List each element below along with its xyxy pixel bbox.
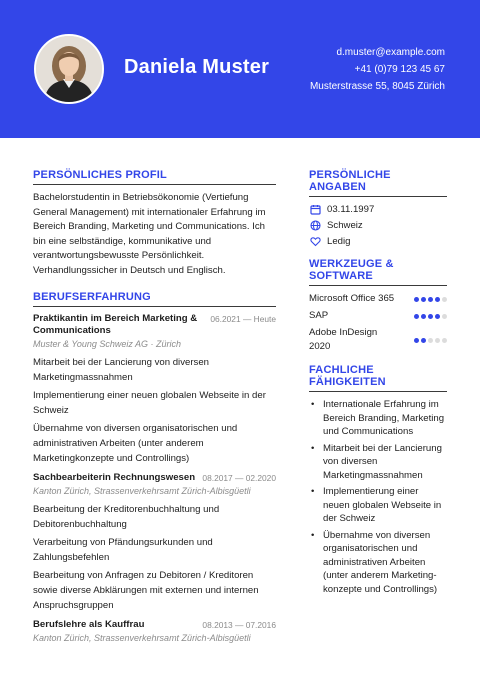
nationality-value: Schweiz: [327, 220, 363, 231]
list-item: [309, 485, 447, 526]
main-column: [33, 169, 276, 650]
personal-heading: PERSÖNLICHE ANGABEN: [309, 169, 447, 197]
job-company: Kanton Zürich, Strassenverkehrsamt Zürich-Albisgüetli: [33, 633, 251, 643]
job-task: Verarbeitung von Pfändungsurkunden und Zahlungsbefehlen: [33, 537, 213, 563]
skill-text: Internationale Erfahrung im Bereich Branding, Marketing und Communications: [323, 399, 445, 437]
skill-level-dots: [414, 338, 447, 343]
skill-level-dots: [414, 297, 447, 302]
bullet-icon: •: [311, 399, 315, 410]
job-task: Mitarbeit bei der Lancierung von diversen Marketingmassnahmen: [33, 357, 209, 383]
profile-heading: PERSÖNLICHES PROFIL: [33, 169, 276, 185]
nationality-row: [309, 219, 447, 232]
tool-name: Microsoft Office 365: [309, 293, 395, 304]
tool-item: [309, 309, 447, 323]
level-dot-filled: [414, 314, 419, 319]
level-dot-empty: [428, 338, 433, 343]
personal-details: [309, 203, 447, 248]
email-address[interactable]: d.muster@example.com: [336, 47, 445, 58]
postal-address: Musterstrasse 55, 8045 Zürich: [309, 81, 445, 92]
phone-number[interactable]: +41 (0)79 123 45 67: [354, 64, 445, 75]
header-banner: [0, 0, 480, 138]
experience-heading: BERUFSERFAHRUNG: [33, 291, 276, 307]
skills-list: [309, 398, 447, 596]
tools-heading: WERKZEUGE & SOFTWARE: [309, 258, 447, 286]
tool-item: [309, 326, 447, 354]
level-dot-filled: [435, 297, 440, 302]
job-company: Muster & Young Schweiz AG · Zürich: [33, 339, 182, 349]
contact-info: [310, 44, 445, 95]
job-title: Sachbearbeiterin Rechnungswesen: [33, 472, 196, 483]
candidate-name: Daniela Muster: [124, 56, 270, 78]
level-dot-filled: [414, 338, 419, 343]
level-dot-empty: [435, 338, 440, 343]
globe-icon: [309, 220, 321, 232]
job-date: 08.2013 — 07.2016: [202, 620, 276, 630]
list-item: [309, 442, 447, 483]
bullet-icon: •: [311, 442, 315, 454]
tool-name: SAP: [309, 310, 329, 321]
bullet-icon: •: [311, 486, 315, 497]
birthdate-row: [309, 203, 447, 216]
calendar-icon: [309, 204, 321, 216]
level-dot-filled: [428, 314, 433, 319]
person-portrait-icon: [36, 36, 102, 102]
bullet-icon: •: [311, 529, 315, 541]
level-dot-empty: [442, 314, 447, 319]
job-entry: [33, 472, 276, 613]
job-title: Berufslehre als Kauffrau: [33, 619, 145, 630]
job-task: Bearbeitung der Kreditorenbuchhaltung und Debitorenbuchhaltung: [33, 504, 220, 530]
status-row: [309, 235, 447, 248]
level-dot-filled: [435, 314, 440, 319]
skills-heading: FACHLICHE FÄHIGKEITEN: [309, 364, 447, 392]
job-date: 06.2021 — Heute: [210, 314, 276, 324]
job-entry: [33, 313, 276, 466]
sidebar-column: [309, 169, 447, 599]
birthdate-value: 03.11.1997: [327, 204, 375, 215]
status-value: Ledig: [327, 236, 351, 247]
level-dot-filled: [421, 314, 426, 319]
skill-text: Übernahme von diversen organisatorischen und administrativen Arbeiten (unter anderem Marketing-konzepte und Controllings): [323, 529, 438, 595]
job-task: Übernahme von diversen organisatorischen und administrativen Arbeiten (unter anderem Marketingkonzepte und Controllings): [33, 423, 238, 464]
job-title: Praktikantin im Bereich Marketing & Communications: [33, 313, 198, 336]
skill-level-dots: [414, 314, 447, 319]
level-dot-filled: [421, 297, 426, 302]
tool-name: Adobe InDesign 2020: [309, 327, 378, 352]
skill-text: Mitarbeit bei der Lancierung von diversen Marketingmassnahmen: [323, 442, 442, 481]
level-dot-empty: [442, 297, 447, 302]
job-company: Kanton Zürich, Strassenverkehrsamt Zürich-Albisgüetli: [33, 486, 251, 496]
job-date: 08.2017 — 02.2020: [202, 473, 276, 483]
profile-text: Bachelorstudentin in Betriebsökonomie (Vertiefung General Management) mit internationaler Erfahrung im Bereich Branding, Marketing und Communications. Ich bin eine selbständige, kommunikative und verantwortungsbewusste Persönlichkeit. Verhandlungssicher in Deutsch und Englisch.: [33, 192, 266, 276]
tool-item: [309, 292, 447, 306]
job-task: Bearbeitung von Anfragen zu Debitoren / Kreditoren sowie diverse Abklärungen mit externen und internen Anspruchsgruppen: [33, 570, 259, 611]
job-entry: [33, 619, 276, 644]
level-dot-filled: [414, 297, 419, 302]
level-dot-filled: [421, 338, 426, 343]
skill-text: Implementierung einer neuen globalen Webseite in der Schweiz: [323, 486, 442, 524]
level-dot-empty: [442, 338, 447, 343]
list-item: [309, 398, 447, 439]
tools-list: [309, 292, 447, 354]
list-item: [309, 529, 447, 597]
heart-icon: [309, 236, 321, 248]
job-task: Implementierung einer neuen globalen Webseite in der Schweiz: [33, 390, 266, 416]
level-dot-filled: [428, 297, 433, 302]
profile-photo: [34, 34, 104, 104]
